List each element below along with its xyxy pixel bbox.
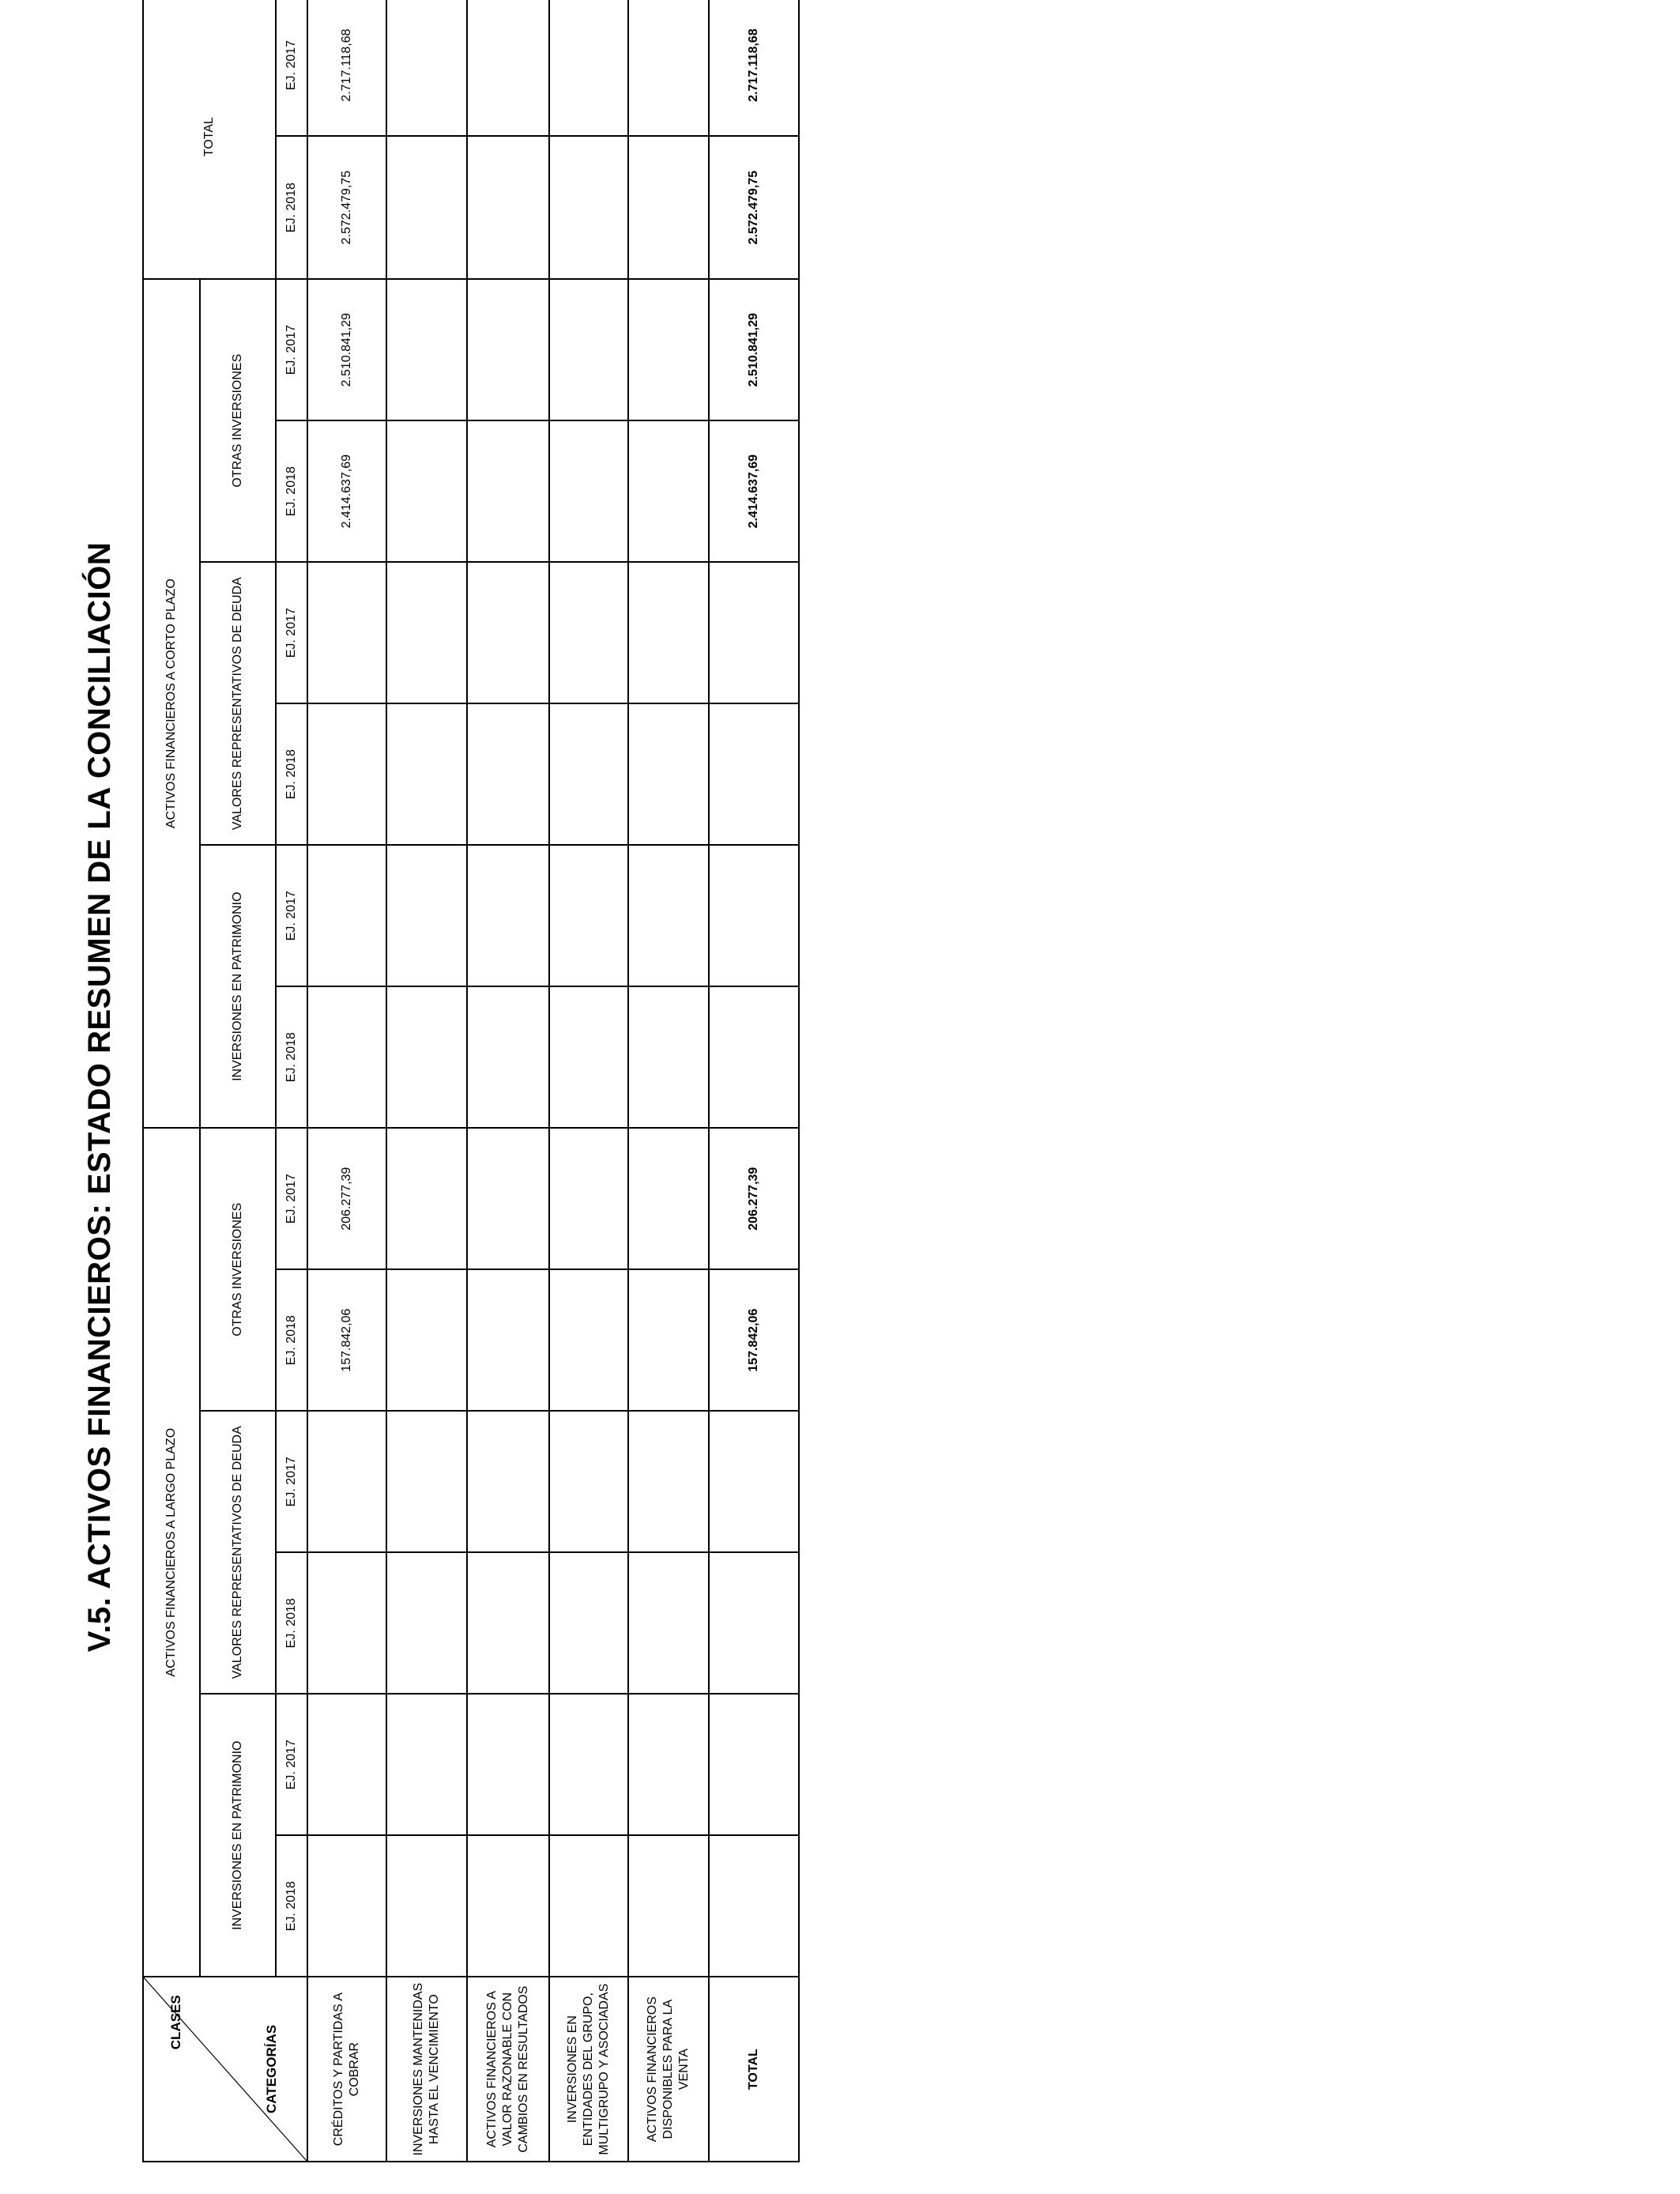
value-cell	[549, 136, 628, 279]
value-cell	[549, 703, 628, 845]
value-cell	[467, 986, 549, 1128]
value-cell	[307, 1411, 386, 1552]
total-cell: 2.510.841,29	[709, 279, 799, 420]
header-corner	[143, 1977, 307, 2162]
header-lp-valores: VALORES REPRESENTATIVOS DE DEUDA	[200, 1411, 276, 1694]
year-header: EJ. 2018	[276, 136, 307, 279]
value-cell: 157.842,06	[307, 1269, 386, 1411]
total-cell	[709, 703, 799, 845]
header-total: TOTAL	[143, 0, 276, 279]
header-clases: CLASES	[168, 1995, 183, 2050]
value-cell	[549, 0, 628, 136]
value-cell	[549, 845, 628, 986]
value-cell	[386, 136, 467, 279]
header-cp-valores: VALORES REPRESENTATIVOS DE DEUDA	[200, 562, 276, 845]
value-cell	[628, 1694, 709, 1835]
total-cell	[709, 562, 799, 703]
value-cell: 206.277,39	[307, 1128, 386, 1269]
value-cell: 2.572.479,75	[307, 136, 386, 279]
total-cell: 2.414.637,69	[709, 420, 799, 562]
value-cell	[549, 562, 628, 703]
value-cell	[467, 279, 549, 420]
header-lp-patrimonio: INVERSIONES EN PATRIMONIO	[200, 1694, 276, 1977]
value-cell	[628, 279, 709, 420]
total-cell	[709, 845, 799, 986]
value-cell	[386, 279, 467, 420]
value-cell	[467, 0, 549, 136]
year-header: EJ. 2017	[276, 0, 307, 136]
value-cell: 2.414.637,69	[307, 420, 386, 562]
table-row	[307, 0, 386, 2162]
value-cell	[386, 1128, 467, 1269]
value-cell	[386, 1694, 467, 1835]
value-cell	[549, 1411, 628, 1552]
row-label: INVERSIONES MANTENIDAS HASTA EL VENCIMIENTO	[386, 1977, 467, 2162]
year-header: EJ. 2018	[276, 703, 307, 845]
header-lp-otras: OTRAS INVERSIONES	[200, 1128, 276, 1411]
value-cell	[549, 986, 628, 1128]
header-categorias: CATEGORÍAS	[263, 2024, 279, 2113]
value-cell	[549, 1269, 628, 1411]
value-cell	[386, 703, 467, 845]
year-header: EJ. 2017	[276, 279, 307, 420]
value-cell	[549, 1694, 628, 1835]
header-corto-plazo: ACTIVOS FINANCIEROS A CORTO PLAZO	[143, 279, 200, 1128]
value-cell	[386, 845, 467, 986]
value-cell	[628, 1552, 709, 1694]
total-label: TOTAL	[709, 1977, 799, 2162]
value-cell	[386, 1835, 467, 1977]
value-cell	[307, 1552, 386, 1694]
value-cell	[467, 703, 549, 845]
row-label: ACTIVOS FINANCIEROS DISPONIBLES PARA LA VENTA	[628, 1977, 709, 2162]
value-cell	[386, 0, 467, 136]
header-cp-patrimonio: INVERSIONES EN PATRIMONIO	[200, 845, 276, 1128]
value-cell	[628, 1411, 709, 1552]
value-cell	[467, 562, 549, 703]
value-cell	[467, 1411, 549, 1552]
value-cell	[628, 1835, 709, 1977]
value-cell	[628, 562, 709, 703]
row-label: CRÉDITOS Y PARTIDAS A COBRAR	[307, 1977, 386, 2162]
year-header: EJ. 2018	[276, 1552, 307, 1694]
value-cell	[307, 562, 386, 703]
row-label: INVERSIONES EN ENTIDADES DEL GRUPO, MULTIGRUPO Y ASOCIADAS	[549, 1977, 628, 2162]
value-cell	[307, 845, 386, 986]
value-cell	[307, 986, 386, 1128]
value-cell	[628, 1269, 709, 1411]
value-cell	[307, 1835, 386, 1977]
header-largo-plazo: ACTIVOS FINANCIEROS A LARGO PLAZO	[143, 1128, 200, 1977]
value-cell	[467, 1835, 549, 1977]
value-cell	[628, 1128, 709, 1269]
value-cell	[467, 1269, 549, 1411]
year-header: EJ. 2018	[276, 1835, 307, 1977]
page-title: V.5. ACTIVOS FINANCIEROS: ESTADO RESUMEN DE LA CONCILIACIÓN	[82, 541, 117, 1653]
year-header: EJ. 2017	[276, 562, 307, 703]
value-cell	[467, 1694, 549, 1835]
total-cell: 206.277,39	[709, 1128, 799, 1269]
table-row	[386, 0, 467, 2162]
value-cell	[549, 1552, 628, 1694]
year-header: EJ. 2017	[276, 1128, 307, 1269]
value-cell	[628, 420, 709, 562]
value-cell	[628, 986, 709, 1128]
value-cell	[467, 420, 549, 562]
value-cell	[386, 986, 467, 1128]
value-cell	[386, 420, 467, 562]
value-cell	[549, 279, 628, 420]
value-cell	[628, 703, 709, 845]
value-cell	[628, 845, 709, 986]
value-cell	[549, 420, 628, 562]
value-cell	[386, 1269, 467, 1411]
year-header: EJ. 2017	[276, 1694, 307, 1835]
value-cell	[307, 703, 386, 845]
total-row	[709, 0, 799, 2162]
value-cell	[628, 136, 709, 279]
year-header: EJ. 2017	[276, 845, 307, 986]
total-cell: 2.717.118,68	[709, 0, 799, 136]
year-header: EJ. 2018	[276, 420, 307, 562]
value-cell	[307, 1694, 386, 1835]
table-row	[549, 0, 628, 2162]
reconciliation-table	[142, 0, 800, 2162]
total-cell	[709, 1835, 799, 1977]
total-cell	[709, 1694, 799, 1835]
total-cell	[709, 1411, 799, 1552]
value-cell	[467, 845, 549, 986]
header-cp-otras: OTRAS INVERSIONES	[200, 279, 276, 562]
value-cell	[467, 1552, 549, 1694]
table-row	[628, 0, 709, 2162]
row-label: ACTIVOS FINANCIEROS A VALOR RAZONABLE CON CAMBIOS EN RESULTADOS	[467, 1977, 549, 2162]
total-cell: 157.842,06	[709, 1269, 799, 1411]
table-row	[467, 0, 549, 2162]
total-cell	[709, 1552, 799, 1694]
year-header: EJ. 2018	[276, 986, 307, 1128]
value-cell	[549, 1835, 628, 1977]
value-cell	[386, 1552, 467, 1694]
total-cell	[709, 986, 799, 1128]
year-header: EJ. 2017	[276, 1411, 307, 1552]
value-cell	[467, 1128, 549, 1269]
value-cell	[467, 136, 549, 279]
value-cell: 2.510.841,29	[307, 279, 386, 420]
value-cell	[628, 0, 709, 136]
total-cell: 2.572.479,75	[709, 136, 799, 279]
value-cell	[386, 562, 467, 703]
value-cell	[386, 1411, 467, 1552]
value-cell: 2.717.118,68	[307, 0, 386, 136]
value-cell	[549, 1128, 628, 1269]
year-header: EJ. 2018	[276, 1269, 307, 1411]
